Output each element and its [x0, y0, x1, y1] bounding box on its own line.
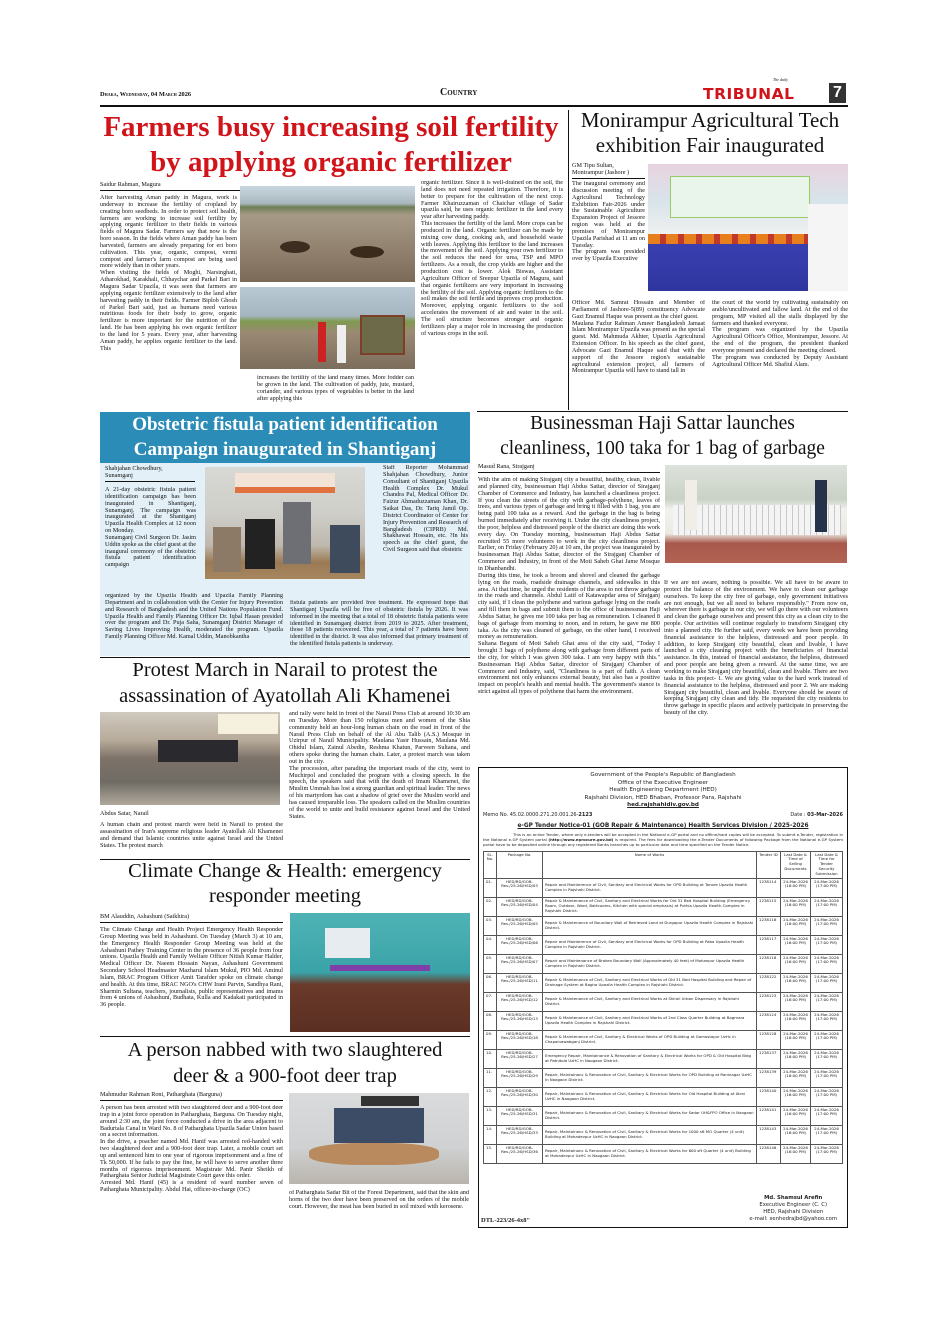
byline-line: Monirampur (Jashore )	[572, 169, 630, 176]
table-cell: HED/RD/GOB-Rev./25-26/HSD/11	[497, 973, 543, 992]
monirampur-col2	[572, 300, 705, 410]
climate-photo	[290, 913, 470, 1032]
monirampur-photo	[648, 164, 848, 291]
headline-line: exhibition Fair inaugurated	[595, 133, 825, 157]
table-cell: 24-Mar-2026 (16:00 PM)	[781, 1087, 811, 1106]
paragraph: The procession, after parading the important roads of the city, went to Muchirpol and concluded the program with a closing speech. In the speech, the speakers said that with the death of Imam Khamenei, the Muslim Ummah has lost a strong guardian and spiritual leader. The news of his martyrdom has cast a shadow of grief over the Muslim world and has caused irreparable loss. The speakers called on the Muslim countries of the world to unite and build resistance against Israel and the United States.	[289, 764, 470, 820]
table-cell: 1238117	[757, 935, 781, 954]
protest-photo	[100, 712, 280, 805]
deer-col2: of Patharghata Sadar Bit of the Forest Department, said that the skin and horns of the two deer have been preserved on the orders of the mobile court. However, the meat has been buried in soil mixed with kerosene.	[289, 1190, 469, 1210]
table-cell: 24-Mar-2026 (17:00 PM)	[811, 1144, 843, 1163]
deer-photo	[289, 1093, 469, 1184]
table-row	[484, 1087, 843, 1106]
paragraph: The program was presided over by Upazila Executive	[572, 248, 645, 263]
table-cell: Repair & Maintenance of Civil, Sanitary & Electrical Works of OPD Building at Gomostapur UzHc in Chapainawabganj District.	[543, 1030, 757, 1049]
paragraph: Officer Md. Samrat Hossain and Member of Parliament of Jashore-5(89) constituency Advocate Gazi Enamul Haque was present as the chief guest.	[572, 300, 705, 320]
table-cell: HED/RD/GOB-Rev./25-26/HSD/18	[497, 1030, 543, 1049]
headline-line: Climate Change & Health: emergency	[128, 860, 442, 882]
obstetric-photo	[205, 467, 365, 579]
table-cell: Repair & Maintenance of Civil, Sanitary and Electrical Works for Old 31 Bed Hospital Building (Emergency Room, Outdoor, Ward, Bathrooms, Kitchen with special emphasis) at Puthia Upazila Health Complex in Rajshahi District.	[543, 897, 757, 916]
farmers-photo-workers	[240, 287, 415, 369]
column-header: SL. No.	[484, 851, 497, 878]
table-cell: Repair & Maintenance of Civil, Sanitary and Electrical Works of Old 31 Bed Hospital Building and Repair of Drainage System at Bagha Upazila Health Complex in Rajshahi District.	[543, 973, 757, 992]
table-cell: 05.	[484, 954, 497, 973]
table-cell: Repair, Maintainanc & Renovation of Civil, Sanitary & Electrical Works for Old Hospital Building at Atrai UzHC in Naogaon District.	[543, 1087, 757, 1106]
headline-line: deer & a 900-foot deer trap	[173, 1065, 397, 1087]
table-cell: 1238116	[757, 916, 781, 935]
deer-headline	[100, 1037, 470, 1089]
table-cell: 24-Mar-2026 (17:00 PM)	[811, 935, 843, 954]
table-cell: Repair & Maintenance of Civil, Sanitary and Electrical Works at Shiroil Urban Dispensary in Rajshahi District.	[543, 992, 757, 1011]
memo-date	[790, 812, 843, 818]
table-cell: 06.	[484, 973, 497, 992]
table-row	[484, 1106, 843, 1125]
headline-line: Businessman Haji Sattar launches	[530, 413, 795, 434]
table-cell: Repair & Maintenance of Civil, Sanitary and Electrical Works of 2nd Class Quarter Building at Bagmara Upazila Health Complex in Rajshahi District.	[543, 1011, 757, 1030]
table-cell: 1238141	[757, 1106, 781, 1125]
obstetric-col2: Staff Reporter Mohammad Shahjahan Chowdhury, Junior Consultant of Shantiganj Upazila Health Complex Dr. Mukul Chandra Pal, Medical Officer Dr. Faizur Ahmaduzzaman Khan, Dr. Saikat Das, Dr. Tariq Jamil Op. District Coordinator of Center for Injury Prevention and Research of Bangladesh (CIPRB) Md. Shakhawat Hossain, etc. ?In his speech as the chief guest, the Civil Surgeon said that obstetric	[383, 465, 468, 554]
table-cell: 24-Mar-2026 (16:00 PM)	[781, 973, 811, 992]
paragraph: This increases the fertility of the land. More crops can be produced in the land. Organic fertilizer can be made by mixing cow dung, cooking ash, and household waste with leaves. Applying this fertilizer to the land increases the movement of the soil. Applying your own fertilizer to the soil reduces the need for urea, TSP and MPO fertilizers. As a result, the crop yields are higher and the production cost is lower. Alok Biswas, Assistant Agriculture Officer of Sreepur Upazila of Magura, said that organic fertilizers are very important in increasing the fertility of the soil. Applying organic fertilizers to the soil makes the soil fertile and improves crop production. Moreover, applying organic fertilizers to the soil accelerates the movement of air and water in the soil. The soil structure becomes stronger and organic fertilizers play a major role in increasing the production of various crops in the soil.	[421, 220, 563, 337]
paragraph: The inaugural ceremony and discussion meeting of the Agricultural Technology Exhibition Fair-2026 under the Sustainable Agriculture Expansion Project of Jessore region was held at the premises of Monirampur Upazila Parishad at 11 am on Tuesday.	[572, 181, 645, 249]
table-cell: 1238114	[757, 878, 781, 897]
tender-notice	[478, 767, 848, 1228]
paragraph: Sunamganj Civil Surgeon Dr. Jasim Uddin spoke as the chief guest at the inaugural ceremony of the obstetric fistula patient identification campaign	[105, 533, 196, 569]
table-row	[484, 954, 843, 973]
table-cell: 24-Mar-2026 (17:00 PM)	[811, 954, 843, 973]
headline-line: assassination of Ayatollah Ali Khamenei	[119, 685, 451, 707]
protest-byline: Abdus Satar, Narail	[100, 810, 149, 817]
masthead-rule	[100, 105, 848, 107]
paragraph: Arrested Md. Hanif (45) is a resident of ward number seven of Patharghata Municipality. Abdul Hai, officer-in-charge (OC)	[100, 1179, 283, 1194]
table-cell: 24-Mar-2026 (17:00 PM)	[811, 1068, 843, 1087]
tender-table	[483, 851, 843, 1164]
table-cell: 1238124	[757, 1011, 781, 1030]
table-cell: 08.	[484, 1011, 497, 1030]
table-cell: 1238137	[757, 1049, 781, 1068]
table-cell: HED/RD/GOB-Rev./25-26/HSD/27	[497, 1049, 543, 1068]
deer-byline: Mahmudur Rahman Roni, Patharghata (Barguna)	[100, 1091, 283, 1101]
table-cell: 1238128	[757, 1030, 781, 1049]
logo-tagline: The daily	[773, 77, 788, 82]
table-cell: Repair, Maintainanc & Renovation of Civil, Sanitary & Electrical Works for OPD Building at Raninagar UzHC in Naogaon District.	[543, 1068, 757, 1087]
table-row	[484, 1125, 843, 1144]
tender-intro	[479, 832, 847, 848]
table-cell: 09.	[484, 1030, 497, 1049]
headline-line: Campaign inaugurated in Shantiganj	[133, 439, 437, 460]
intro-text: is required. The fees for downloading the e-Tender Documents of following Package from the National e-GP System portal have to be deposited online through any registered Banks branches up to particular date and time specified on the Tender Notice.	[483, 837, 844, 848]
paragraph: When visiting the fields of Moghi, Narsinghati, Atharokhad, Karakhali, Chhaychar and Parkel Bari in Magura Sadar Upazila, it was seen that farmers are applying organic fertilizer extensively to the land after harvesting paddy in their fields. Farmer Biplob Ghosh of Parkel Bari said, just as humans need various nutritious foods for their body to grow, organic fertilizer is more important for the nutrition of the land. He has been applying his own organic fertilizer to the land for 5 years. Every year, after harvesting Aman paddy, he applies organic fertilizer to the land. This	[100, 269, 237, 352]
table-cell: 24-Mar-2026 (16:00 PM)	[781, 1125, 811, 1144]
table-row	[484, 973, 843, 992]
table-cell: Repair & Maintenance of Boundary Wall of Retrieved Land at Durgapur Upazila Health Complex in Rajshahi District.	[543, 916, 757, 935]
eprocure-link[interactable]: (http://www.eprocure.gov.bd)	[548, 837, 614, 843]
obstetric-col1	[105, 487, 196, 590]
headline-line: Farmers busy increasing soil fertility	[103, 111, 559, 143]
farmers-col1	[100, 195, 237, 409]
tender-website-link[interactable]: hed.rajshahidiv.gov.bd	[627, 802, 699, 809]
paragraph: A 21-day obstetric fistula patient identification campaign has been inaugurated in Shantiganj, Sunamganj. The campaign was inaugurated at the Shantiganj Upazila Health Complex at 12 noon on Monday.	[105, 487, 196, 535]
table-cell: 24-Mar-2026 (16:00 PM)	[781, 954, 811, 973]
farmers-byline: Saidur Rahman, Magura	[100, 181, 252, 191]
tender-header-line: Health Engineering Department (HED)	[609, 787, 717, 794]
tender-header-line: Office of the Executive Engineer	[617, 779, 709, 786]
column-header: Tender ID	[757, 851, 781, 878]
obstetric-headline	[100, 412, 470, 463]
obstetric-col4: fistula patients are provided free treatment. He expressed hope that Shantiganj Upazila will be free of obstetric fistula by 2026. It was informed in the meeting that a total of 18 obstetric fistula patients were identified in Sunamganj district from 2019 to 2025. After treatment, those 18 patients recovered. This year, a total of 7 patients have been identified in the district. It was also informed that primary treatment of the identified fistula patients is underway.	[290, 600, 468, 648]
table-cell: HED/RD/GOB-Rev./25-26/HSD/30	[497, 1087, 543, 1106]
table-cell: 12.	[484, 1087, 497, 1106]
table-cell: HED/RD/GOB-Rev./25-26/HSD/07	[497, 954, 543, 973]
table-cell: 1238143	[757, 1125, 781, 1144]
table-cell: 04.	[484, 935, 497, 954]
table-cell: 13.	[484, 1106, 497, 1125]
headline-line: by applying organic fertilizer	[150, 146, 512, 178]
paragraph: The program was organized by the Upazila Agricultural Officer's Office, Monirampur, Jessore. At the end of the program, the president thanked everyone present and declared the meeting closed.	[712, 326, 848, 354]
climate-byline: BM Alauddin, Ashashuni (Satkhira)	[100, 913, 283, 923]
table-cell: 24-Mar-2026 (17:00 PM)	[811, 1125, 843, 1144]
table-cell: 03.	[484, 916, 497, 935]
table-cell: 24-Mar-2026 (16:00 PM)	[781, 992, 811, 1011]
table-cell: Repair and Mainterence of Civil, Sanitary and Electrical Works for OPD Building at Tanore Upazila Health Complex in Rajshahi District.	[543, 878, 757, 897]
table-header-row	[484, 851, 843, 878]
column-header: Last Date & Time for Tender Security Submission	[811, 851, 843, 878]
table-cell: 24-Mar-2026 (16:00 PM)	[781, 1106, 811, 1125]
table-row	[484, 897, 843, 916]
protest-col2	[289, 711, 470, 859]
table-cell: 24-Mar-2026 (16:00 PM)	[781, 1068, 811, 1087]
sattar-col1	[478, 477, 660, 764]
paragraph: During this time, he took a broom and shovel and cleaned the garbage lying on the roads, roadside drainage channels, and sidewalks in this area. At that time, he urged the residents of the area to not throw garbage in the roads and channels. Abdul Latif of Katawapdar area of Sirajganj city said, if I clean the polythene and various garbage lying on the roads and fill them in bags and submit them to the office of businessman Haji Abdus Sattar, he gives me 100 taka per bag as remuneration. I cleaned 8 bags of garbage from morning to noon, and in return, he gave me 800 taka. As the city was cleaned of garbage, on the other hand, I received money as remuneration.	[478, 571, 660, 641]
headline-line: A person nabbed with two slaughtered	[127, 1039, 443, 1061]
memo-number	[483, 812, 592, 818]
table-cell: HED/RD/GOB-Rev./25-26/HSD/04	[497, 897, 543, 916]
table-row	[484, 1030, 843, 1049]
byline-line: Sunamganj	[105, 472, 133, 479]
table-cell: 1238115	[757, 897, 781, 916]
column-header: Last Date & Time of Selling Documents	[781, 851, 811, 878]
obstetric-byline	[105, 465, 195, 482]
farmers-photo-field	[240, 186, 415, 282]
table-row	[484, 992, 843, 1011]
table-cell: Repair and Mainterence of Civil, Sanitary and Electrical Works for OPD Building at Paba Upazila Health Complex in Rajshahi District.	[543, 935, 757, 954]
ad-code: DTL-223/26-4x8"	[481, 1217, 531, 1224]
logo	[703, 77, 848, 104]
table-cell: 24-Mar-2026 (16:00 PM)	[781, 1030, 811, 1049]
table-cell: 24-Mar-2026 (17:00 PM)	[811, 973, 843, 992]
monirampur-byline	[572, 162, 645, 179]
monirampur-col3	[712, 300, 848, 410]
byline-line: Shahjahan Chowdhury,	[105, 465, 163, 472]
protest-col1: A human chain and protest march were held in Narail to protest the assassination of Iran's supreme religious leader Ayatollah Ali Khamenei and demand that Islamic countries unite against Israel and the United States. The protest march	[100, 822, 283, 849]
table-cell: Repair, Maintainanc & Renovation of Civil, Sanitary & Electrical Works for Sadar UH&FPO Office in Naogaon District.	[543, 1106, 757, 1125]
paragraph: In the drive, a poacher named Md. Hanif was arrested red-handed with two slaughtered deer and a 900-foot deer trap. Later, a mobile court set up and sentenced him to one year of rigorous imprisonment and a fine of Tk 50,000. If he fails to pay the fine, he will have to serve another three months of rigorous imprisonment. Magistrate Md. Panir Sheikh of Patharghata Senior Judicial Magistrate Court gave this order.	[100, 1138, 283, 1180]
headline-line: Protest March in Narail to protest the	[132, 659, 438, 681]
table-cell: HED/RD/GOB-Rev./25-26/HSD/03	[497, 878, 543, 897]
table-row	[484, 935, 843, 954]
table-row	[484, 1011, 843, 1030]
table-cell: 1238146	[757, 1144, 781, 1163]
table-cell: 02.	[484, 897, 497, 916]
table-cell: 24-Mar-2026 (17:00 PM)	[811, 916, 843, 935]
table-cell: 07.	[484, 992, 497, 1011]
table-cell: 24-Mar-2026 (17:00 PM)	[811, 1049, 843, 1068]
table-cell: Emergency Repair, Maintainance & Renovation of Sanitary & Electrical Works for OPD & Old Hospital Bldg at Patnitola UzHC in Naogaon District.	[543, 1049, 757, 1068]
table-cell: HED/RD/GOB-Rev./25-26/HSD/29	[497, 1068, 543, 1087]
paragraph: After harvesting Aman paddy in Magura, work is underway to increase the fertility of cropland by creating boro seedbeds. In order to protect soil health, farmers are working to increase soil fertility by applying organic fertilizer to their fields in various fields of Magura Sadar. Farmers say that now is the boro season. In the fields where Aman paddy has been harvested, farmers are already preparing for eri boro cultivation. This year, organic, compost, vermi compost and farmer's farm compost are being used more widely than in other years.	[100, 195, 237, 270]
signatory-office: HED, Rajshahi Division	[763, 1209, 824, 1215]
table-cell: HED/RD/GOB-Rev./25-26/HSD/31	[497, 1106, 543, 1125]
obstetric-col3: organized by the Upazila Health and Upazila Family Planning Department and in collaboration with the Center for Injury Prevention and Research of Bangladesh and the United Nations Population Fund. Upazila Health and Family Planning Officer Dr. Iqbal Hasan presided over the program and Dr. Puja Saha, Sunamganj District Manager of Saving Lives Improving Health, moderated the program. Upazila Family Planning Officer Md. Kamal Uddin, Manobkantha	[105, 593, 283, 641]
sattar-photo	[665, 465, 847, 563]
monirampur-headline	[572, 108, 848, 158]
sattar-byline: Masud Rana, Sirajganj	[478, 463, 660, 473]
byline-line: GM Tipu Sultan,	[572, 162, 614, 169]
table-cell: Repair and Maintenance of Broken Boundary Wall (Approximately 40 feet) of Mohanpur Upazila Health Complex in Rajshahi District.	[543, 954, 757, 973]
signatory-email[interactable]: e-mail: xenhedrajbd@yahoo.com	[749, 1216, 837, 1222]
climate-body: The Climate Change and Health Project Emergency Health Responder Group Meeting was held in Ashashuni. On Tuesday (March 3) at 10 am, the Emergency Health Responder Group Meeting was held at the Ashashuni Pathey Training Center in the presence of 36 people from four unions. Upazila Health and Family Welfare Officer Nitish Kumar Halder, Medical Officer Dr. Naeem Hossain Nayan, Ashashuni Government Secondary School Headmaster Mazharul Islam Mukul, PIO Md. Aminul Islam, BRAC Program Officer Amit Tarafder spoke on climate change and health. At this time, BRAC NGO's CHW Irani Parvin, Sandhya Rani, Sharmin Sultana, teachers, journalists, public representatives and imams from 4 unions of Ashashuni, Budhata, Kulla and Kadakati participated in 36 people.	[100, 927, 283, 1009]
paragraph: A person has been arrested with two slaughtered deer and a 900-foot deer trap in a joint force operation in Patharghata, Barguna. On Tuesday night, around 2:30 am, the joint force conducted a drive in the area adjacent to Badurtala Canal in Ward No. 8 of Patharghata Upazila Sadar Union based on a secret information.	[100, 1105, 283, 1139]
column-header: Package No.	[497, 851, 543, 878]
table-cell: 1238118	[757, 954, 781, 973]
table-cell: 24-Mar-2026 (16:00 PM)	[781, 1049, 811, 1068]
table-cell: HED/RD/GOB-Rev./25-26/HSD/36	[497, 1144, 543, 1163]
table-cell: 11.	[484, 1068, 497, 1087]
table-cell: 24-Mar-2026 (17:00 PM)	[811, 897, 843, 916]
paragraph: organic fertilizer. Since it is well-drained on the soil, the land does not need repeated irrigation. Therefore, it is better to prepare for the cultivation of the next crop. Farmer Khairuzzaman of Chaichar village of Sadar upazila said, he uses organic fertilizer in the land every year after harvesting paddy.	[421, 180, 563, 221]
table-cell: 24-Mar-2026 (17:00 PM)	[811, 878, 843, 897]
paragraph: and rally were held in front of the Narail Press Club at around 10:30 am on Tuesday. More than 150 religious men and women of the Shia community held an hour-long human chain on the road in front of the Narail Press Club on behalf of the Al Abu Talib (A.S.) Mosque in Uzirpur of Narail Municipality. Maulana Yasir Hussain, Maulana Md. Ohidul Islam, Zainul Abedin, Reshma Khatun, Parveen Sultana, and others spoke during the human chain. Later, a protest march was taken out in the city.	[289, 711, 470, 765]
monirampur-col1	[572, 181, 645, 300]
headline-line: responder meeting	[209, 885, 361, 907]
logo-wordmark: TRIBUNAL	[703, 85, 795, 103]
table-cell: 24-Mar-2026 (16:00 PM)	[781, 1144, 811, 1163]
farmers-headline	[100, 110, 562, 180]
table-cell: 24-Mar-2026 (16:00 PM)	[781, 916, 811, 935]
table-cell: 24-Mar-2026 (16:00 PM)	[781, 935, 811, 954]
tender-header-line: Government of the People's Republic of Bangladesh	[590, 772, 736, 778]
farmers-col3	[421, 180, 563, 409]
table-cell: 24-Mar-2026 (17:00 PM)	[811, 1011, 843, 1030]
table-cell: HED/RD/GOB-Rev./25-26/HSD/33	[497, 1125, 543, 1144]
table-cell: 24-Mar-2026 (17:00 PM)	[811, 1087, 843, 1106]
table-row	[484, 878, 843, 897]
paragraph: the court of the world by cultivating sustainably on arable/uncultivated and fallow land. At the end of the program, MP visited all the stalls displayed by the farmers and thanked everyone.	[712, 300, 848, 327]
date-label: Date :	[790, 811, 806, 818]
table-cell: 1238139	[757, 1068, 781, 1087]
tender-header-line: Rajshahi Division, HED Bhaban, Professor Para, Rajshahi	[584, 794, 742, 801]
climate-headline	[100, 859, 470, 909]
dateline: Dhaka, Wednesday, 04 March 2026	[100, 91, 192, 98]
paragraph: The program was conducted by Deputy Assistant Agricultural Officer Md. Shafiul Alam.	[712, 353, 848, 368]
page-number: 7	[829, 83, 846, 103]
table-cell: 24-Mar-2026 (16:00 PM)	[781, 1011, 811, 1030]
table-cell: Repair, Maintainanc & Renovation of Civil, Sanitary & Electrical Works for 600 sft Quarter (4 unit) Building at Mohadevpur UzHC in Naogaon District.	[543, 1144, 757, 1163]
table-cell: 24-Mar-2026 (16:00 PM)	[781, 878, 811, 897]
table-cell: 24-Mar-2026 (17:00 PM)	[811, 1106, 843, 1125]
table-cell: 10.	[484, 1049, 497, 1068]
table-cell: 24-Mar-2026 (17:00 PM)	[811, 992, 843, 1011]
table-cell: 1238122	[757, 973, 781, 992]
table-cell: HED/RD/GOB-Rev./25-26/HSD/05	[497, 916, 543, 935]
section-title: Country	[440, 87, 478, 98]
deer-col1	[100, 1105, 283, 1227]
table-cell: 24-Mar-2026 (16:00 PM)	[781, 897, 811, 916]
sattar-col2: If we are not aware, nothing is possible. We all have to be aware to protect the balance of the environment. We have to clean our garbage ourselves. To keep the city free of garbage, only government initiatives are not enough, but we all need to behave responsibly." From now on, wherever there is garbage in our city, we will go there with our volunteers and clean the garbage ourselves and present this city as a clean city to the people. Our activities will continue regularly to transform Sirajganj city into a planned city. He further said, every week we have been providing financial assistance to the helpless, distressed and poor people. In addition, to keep Sirajganj city beautiful, clean and livable, I have launched a city cleaning project with the beneficiaries of financial assistance. In this, instead of financial assistance, the helpless, distressed and poor people are being given a reward. At the same time, we are working to make Sirajganj city beautiful, clean and livable. There are two tasks in this project- 1. We are giving value to the hard work instead of financial assistance to the helpless, distressed and poor 2. We are making Sirajganj city beautiful, clean and livable. Everyone should be aware of keeping Sirajganj city clean and tidy. He requested the city residents to throw garbage in specific places and actively participate in preserving the beauty of the city.	[664, 580, 848, 717]
column-divider	[568, 110, 569, 410]
signature-block	[749, 1195, 837, 1223]
date-value: 03-Mar-2026	[807, 811, 843, 818]
table-cell: 1238140	[757, 1087, 781, 1106]
table-cell: 14.	[484, 1125, 497, 1144]
paragraph: With the aim of making Sirajganj city a beautiful, healthy, clean, livable and planned city, businessman Haji Abdus Sattar, director of Sirajganj Chamber of Commerce and Industry, has launched a cleanliness project. If you clean the streets of the city with garbage-polythene, leaves of trees, and various types of garbage and bring it filled with 1 bag, you are being paid 100 taka as a reward. And the garbage in the bag is being burned immediately after receiving it. Under the city cleanliness project, the poor, helpless and distressed people of the district are doing this work every day. On Tuesday morning, businessman Haji Abdus Sattar recruited 55 more volunteers to work in the city cleanliness project. Earlier, on Friday (February 20) at 10 am, the project was inaugurated by businessman Haji Abdus Sattar, director of the Sirajganj Chamber of Commerce and Industry, in front of the Moti Saheb Ghat Jame Mosque in Dhanbandhi.	[478, 477, 660, 572]
table-cell: Repair, Maintainanc & Renovation of Civil, Sanitary & Electrical Works for 1000 sft MO Quarter (4 unit) Building at Mohadevpur UzHC in Naogaon District.	[543, 1125, 757, 1144]
signatory-name: Md. Shamsul Arefin	[764, 1195, 823, 1201]
table-cell: 24-Mar-2026 (17:00 PM)	[811, 1030, 843, 1049]
table-cell: 01.	[484, 878, 497, 897]
table-row	[484, 916, 843, 935]
paragraph: Maulana Fazlur Rahman Ameer Bangladesh Jamaat Islam Monirampur Upazila was present as the special guest. Md. Mahmuda Akhter, Upazila Agricultural Extension Officer. In his speech as the chief guest, Advocate Gazi Enamul Haque said that with the support of the Jessore region's sustainable agricultural extension project, all farmers of Monirampur Upazila will have to stand tall in	[572, 319, 705, 375]
protest-headline	[100, 657, 470, 709]
intro-text: This is an online Tender, where only e-tenders will be accepted in the National e-GP portal and no offline/hard copies will be accepted. To submit e-Tender, registration in the National e-GP System portal	[483, 831, 843, 843]
farmers-col2: increases the fertility of the land many times. More fodder can be grown in the land. The cultivation of paddy, jute, mustard, coriander, and various types of vegetables is better in the land after applying this	[257, 375, 414, 402]
headline-line: cleanliness, 100 taka for 1 bag of garbage	[500, 438, 825, 459]
table-cell: 1238123	[757, 992, 781, 1011]
table-cell: HED/RD/GOB-Rev./25-26/HSD/12	[497, 992, 543, 1011]
sattar-headline	[477, 411, 848, 461]
signatory-title: Executive Engineer (C. C)	[759, 1202, 828, 1208]
table-row	[484, 1144, 843, 1163]
headline-line: Obstetric fistula patient identification	[132, 414, 438, 435]
table-cell: HED/RD/GOB-Rev./25-26/HSD/13	[497, 1011, 543, 1030]
column-header: Name of Works	[543, 851, 757, 878]
table-row	[484, 1049, 843, 1068]
memo-value: 2123	[578, 811, 593, 818]
memo-label: Memo No. 45.02.0000.271.20.001.26-	[483, 811, 579, 818]
table-cell: HED/RD/GOB-Rev./25-26/HSD/06	[497, 935, 543, 954]
tender-title: e-GP Tender Notice-01 (GOB Repair & Maintenance) Health Services Division / 2025-2026	[517, 822, 809, 829]
paragraph: Sultana Begum of Moti Saheb Ghat area of the city said, "Today I brought 3 bags of polythene along with garbage from different parts of the city, for which I was given 300 taka. I am very happy with this." Businessman Haji Abdus Sattar, director of Sirajganj Chamber of Commerce and Industry, said, "Cleanliness is a part of faith. A clean environment not only enhances external beauty, but also has a positive impact on people's health and mental health. The government's stance is strict against all types of polythene that harm the environment.	[478, 640, 660, 696]
table-cell: 15.	[484, 1144, 497, 1163]
table-row	[484, 1068, 843, 1087]
headline-line: Monirampur Agricultural Tech	[580, 108, 840, 132]
